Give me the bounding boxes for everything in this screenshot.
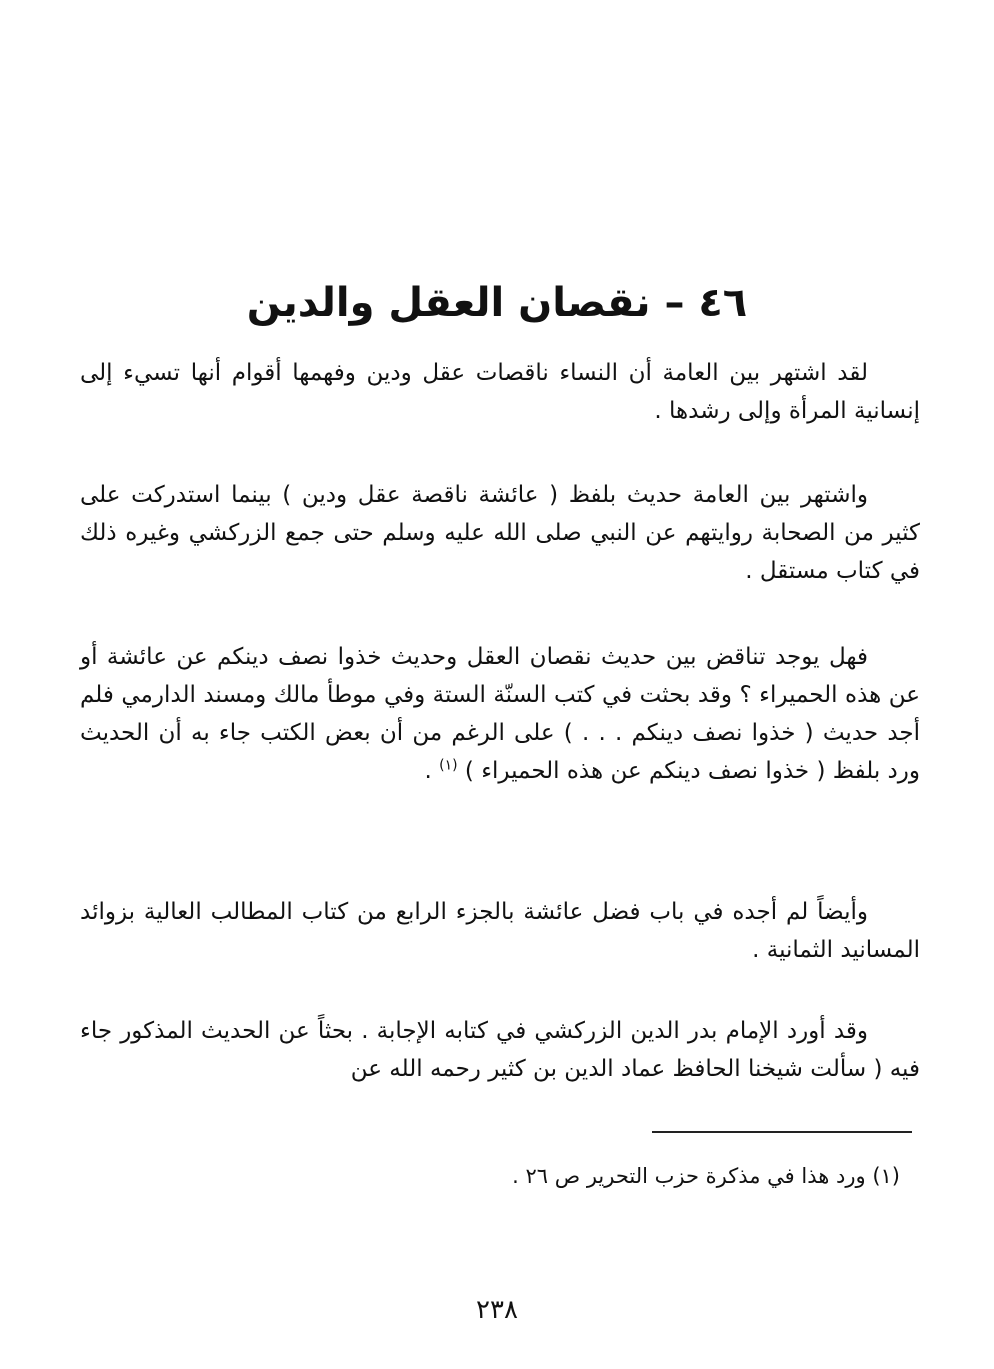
- paragraph-2-text: واشتهر بين العامة حديث بلفظ ( عائشة ناقصة عقل ودين ) بينما استدركت على كثير من الصحابة روايتهم عن النبي صلى الله عليه وسلم حتى جمع الزركشي وغيره ذلك في كتاب مستقل .: [80, 482, 920, 584]
- paragraph-5: [80, 1012, 920, 1088]
- page-number: ٢٣٨: [476, 1295, 518, 1325]
- paragraph-3: [80, 638, 920, 790]
- paragraph-5-text: وقد أورد الإمام بدر الدين الزركشي في كتابه الإجابة . بحثاً عن الحديث المذكور جاء فيه ( سألت شيخنا الحافظ عماد الدين بن كثير رحمه الله عن: [80, 1018, 920, 1082]
- paragraph-3-text: فهل يوجد تناقض بين حديث نقصان العقل وحديث خذوا نصف دينكم عن عائشة أو عن هذه الحميراء ؟ وقد بحثت في كتب السنّة الستة وفي موطأ مالك ومسند الدارمي فلم أجد حديث ( خذوا نصف دينكم . . . ) على الرغم من أن بعض الكتب جاء به أن الحديث ورد بلفظ ( خذوا نصف دينكم عن هذه الحميراء ): [80, 644, 920, 784]
- paragraph-2: [80, 476, 920, 590]
- paragraph-1-text: لقد اشتهر بين العامة أن النساء ناقصات عقل ودين وفهمها أقوام أنها تسيء إلى إنسانية المرأة وإلى رشدها .: [80, 360, 920, 424]
- footnote: (١) ورد هذا في مذكرة حزب التحرير ص ٢٦ .: [512, 1164, 900, 1188]
- paragraph-3-tail: .: [424, 758, 440, 784]
- chapter-title: ٤٦ – نقصان العقل والدين: [246, 279, 748, 326]
- footnote-reference[interactable]: (١): [439, 757, 458, 774]
- paragraph-4-text: وأيضاً لم أجده في باب فضل عائشة بالجزء الرابع من كتاب المطالب العالية بزوائد المسانيد الثمانية .: [80, 899, 920, 963]
- paragraph-4: [80, 893, 920, 969]
- paragraph-1: [80, 354, 920, 430]
- footnote-divider: [652, 1131, 912, 1133]
